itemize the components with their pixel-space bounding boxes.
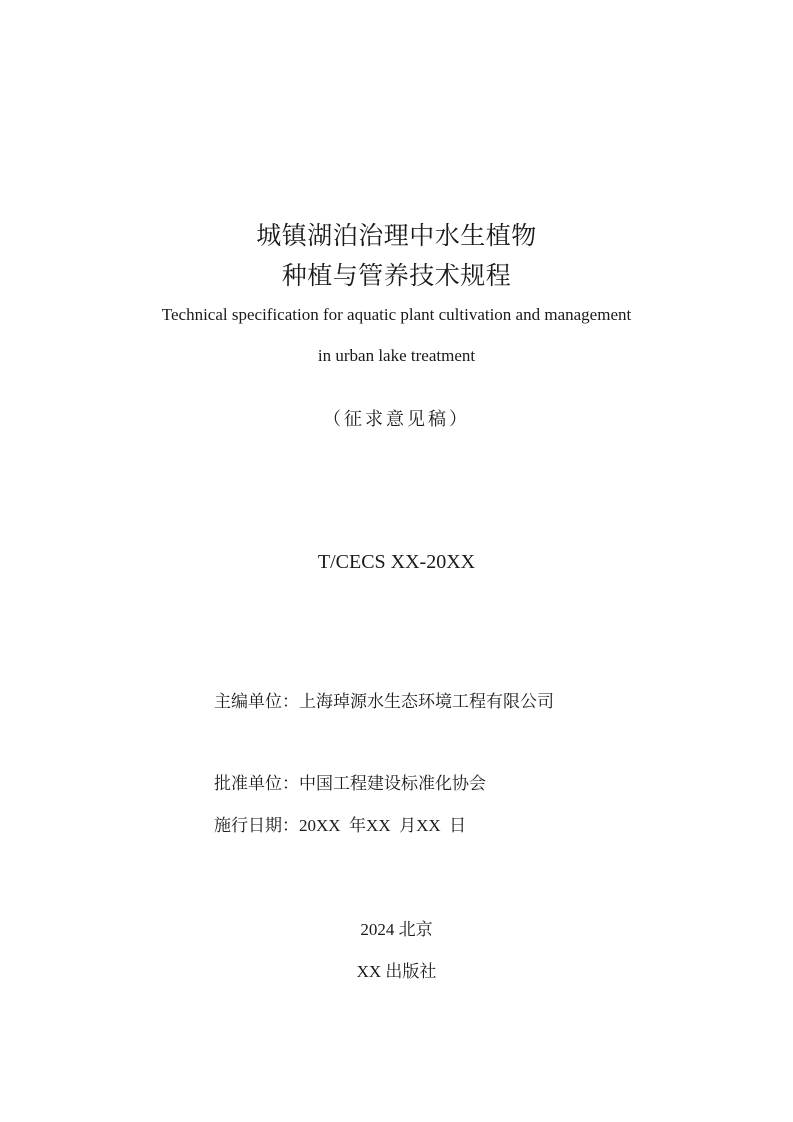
approval-unit-value: 中国工程建设标准化协会 xyxy=(299,774,486,793)
publisher-name: XX 出版社 xyxy=(356,962,437,981)
title-chinese-line-1: 城镇湖泊治理中水生植物 xyxy=(256,221,537,250)
title-english-line-2: in urban lake treatment xyxy=(317,346,476,365)
chief-editor-label: 主编单位： xyxy=(214,692,299,712)
approval-unit-label: 批准单位： xyxy=(214,774,299,794)
implementation-date-row xyxy=(214,811,466,836)
chief-editor-value: 上海琸源水生态环境工程有限公司 xyxy=(299,692,554,711)
title-chinese-line-2: 种植与管养技术规程 xyxy=(281,261,512,290)
title-english-line-1: Technical specification for aquatic plant cultivation and management xyxy=(161,305,632,324)
chief-editor-unit-row xyxy=(214,687,554,712)
approval-unit-row xyxy=(214,769,486,794)
implementation-date-label: 施行日期： xyxy=(214,816,299,836)
implementation-date-value: 20XX 年XX 月XX 日 xyxy=(299,816,467,835)
publication-year-place: 2024 北京 xyxy=(360,920,433,939)
draft-status-label: （征求意见稿） xyxy=(323,409,470,430)
standard-number: T/CECS XX-20XX xyxy=(317,551,476,573)
